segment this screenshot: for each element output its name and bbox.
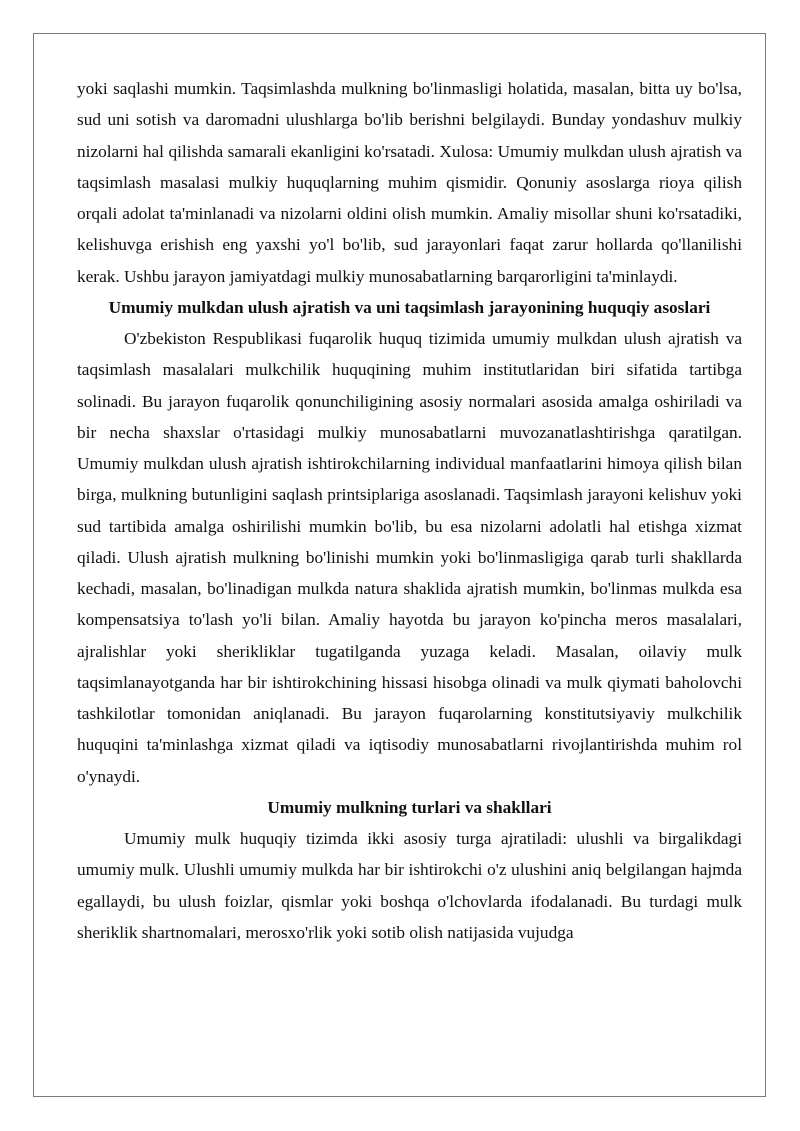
types-paragraph: Umumiy mulk huquqiy tizimda ikki asosiy turga ajratiladi: ulushli va birgalikdagi umumiy mulk. Ulushli umumiy mulkda har bir ishtirokchi o'z ulushini aniq belgilangan hajmda egallaydi, bu ulush foizlar, qismlar yoki boshqa o'lchovlarda ifodalanadi. Bu turdagi mulk sheriklik shartnomalari, merosxo'rlik yoki sotib olish natijasida vujudga (77, 829, 742, 942)
section-heading-legal-basis: Umumiy mulkdan ulush ajratish va uni taqsimlash jarayonining huquqiy asoslari (108, 297, 711, 317)
document-body (77, 73, 742, 948)
section-heading-types: Umumiy mulkning turlari va shakllari (267, 797, 552, 817)
legal-basis-paragraph: O'zbekiston Respublikasi fuqarolik huquq tizimida umumiy mulkdan ulush ajratish va taqsimlash masalalari mulkchilik huquqining muhim institutlaridan biri sifatida tartibga solinadi. Bu jarayon fuqarolik qonunchiligining asosiy normalari asosida amalga oshiriladi va bir necha shaxslar o'rtasidagi mulkiy munosabatlarni muvozanatlashtirishga qaratilgan. Umumiy mulkdan ulush ajratish ishtirokchilarning individual manfaatlarini himoya qilish bilan birga, mulkning butunligini saqlash printsiplariga asoslanadi. Taqsimlash jarayoni kelishuv yoki sud tartibida amalga oshirilishi mumkin bo'lib, bu esa nizolarni adolatli hal etishga xizmat qiladi. Ulush ajratish mulkning bo'linishi mumkin yoki bo'linmasligiga qarab turli shakllarda kechadi, masalan, bo'linadigan mulkda natura shaklida ajratish mumkin, bo'linmas mulkda esa kompensatsiya to'lash yo'li bilan. Amaliy hayotda bu jarayon ko'pincha meros masalalari, ajralishlar yoki sherikliklar tugatilganda yuzaga keladi. Masalan, oilaviy mulk taqsimlanayotganda har bir ishtirokchining hissasi hisobga olinadi va mulk qiymati baholovchi tashkilotlar tomonidan aniqlanadi. Bu jarayon fuqarolarning konstitutsiyaviy mulkchilik huquqini ta'minlashga xizmat qiladi va iqtisodiy munosabatlarni rivojlantirishda muhim rol o'ynaydi. (77, 329, 742, 786)
intro-paragraph: yoki saqlashi mumkin. Taqsimlashda mulkning bo'linmasligi holatida, masalan, bitta uy bo'lsa, sud uni sotish va daromadni ulushlarga bo'lib berishni belgilaydi. Bunday yondashuv mulkiy nizolarni hal qilishda samarali ekanligini ko'rsatadi. Xulosa: Umumiy mulkdan ulush ajratish va taqsimlash masalasi mulkiy huquqlarning muhim qismidir. Qonuniy asoslarga rioya qilish orqali adolat ta'minlanadi va nizolarni oldini olish mumkin. Amaliy misollar shuni ko'rsatadiki, kelishuvga erishish eng yaxshi yo'l bo'lib, sud jarayonlari faqat zarur hollarda qo'llanilishi kerak. Ushbu jarayon jamiyatdagi mulkiy munosabatlarning barqarorligini ta'minlaydi. (77, 79, 742, 286)
